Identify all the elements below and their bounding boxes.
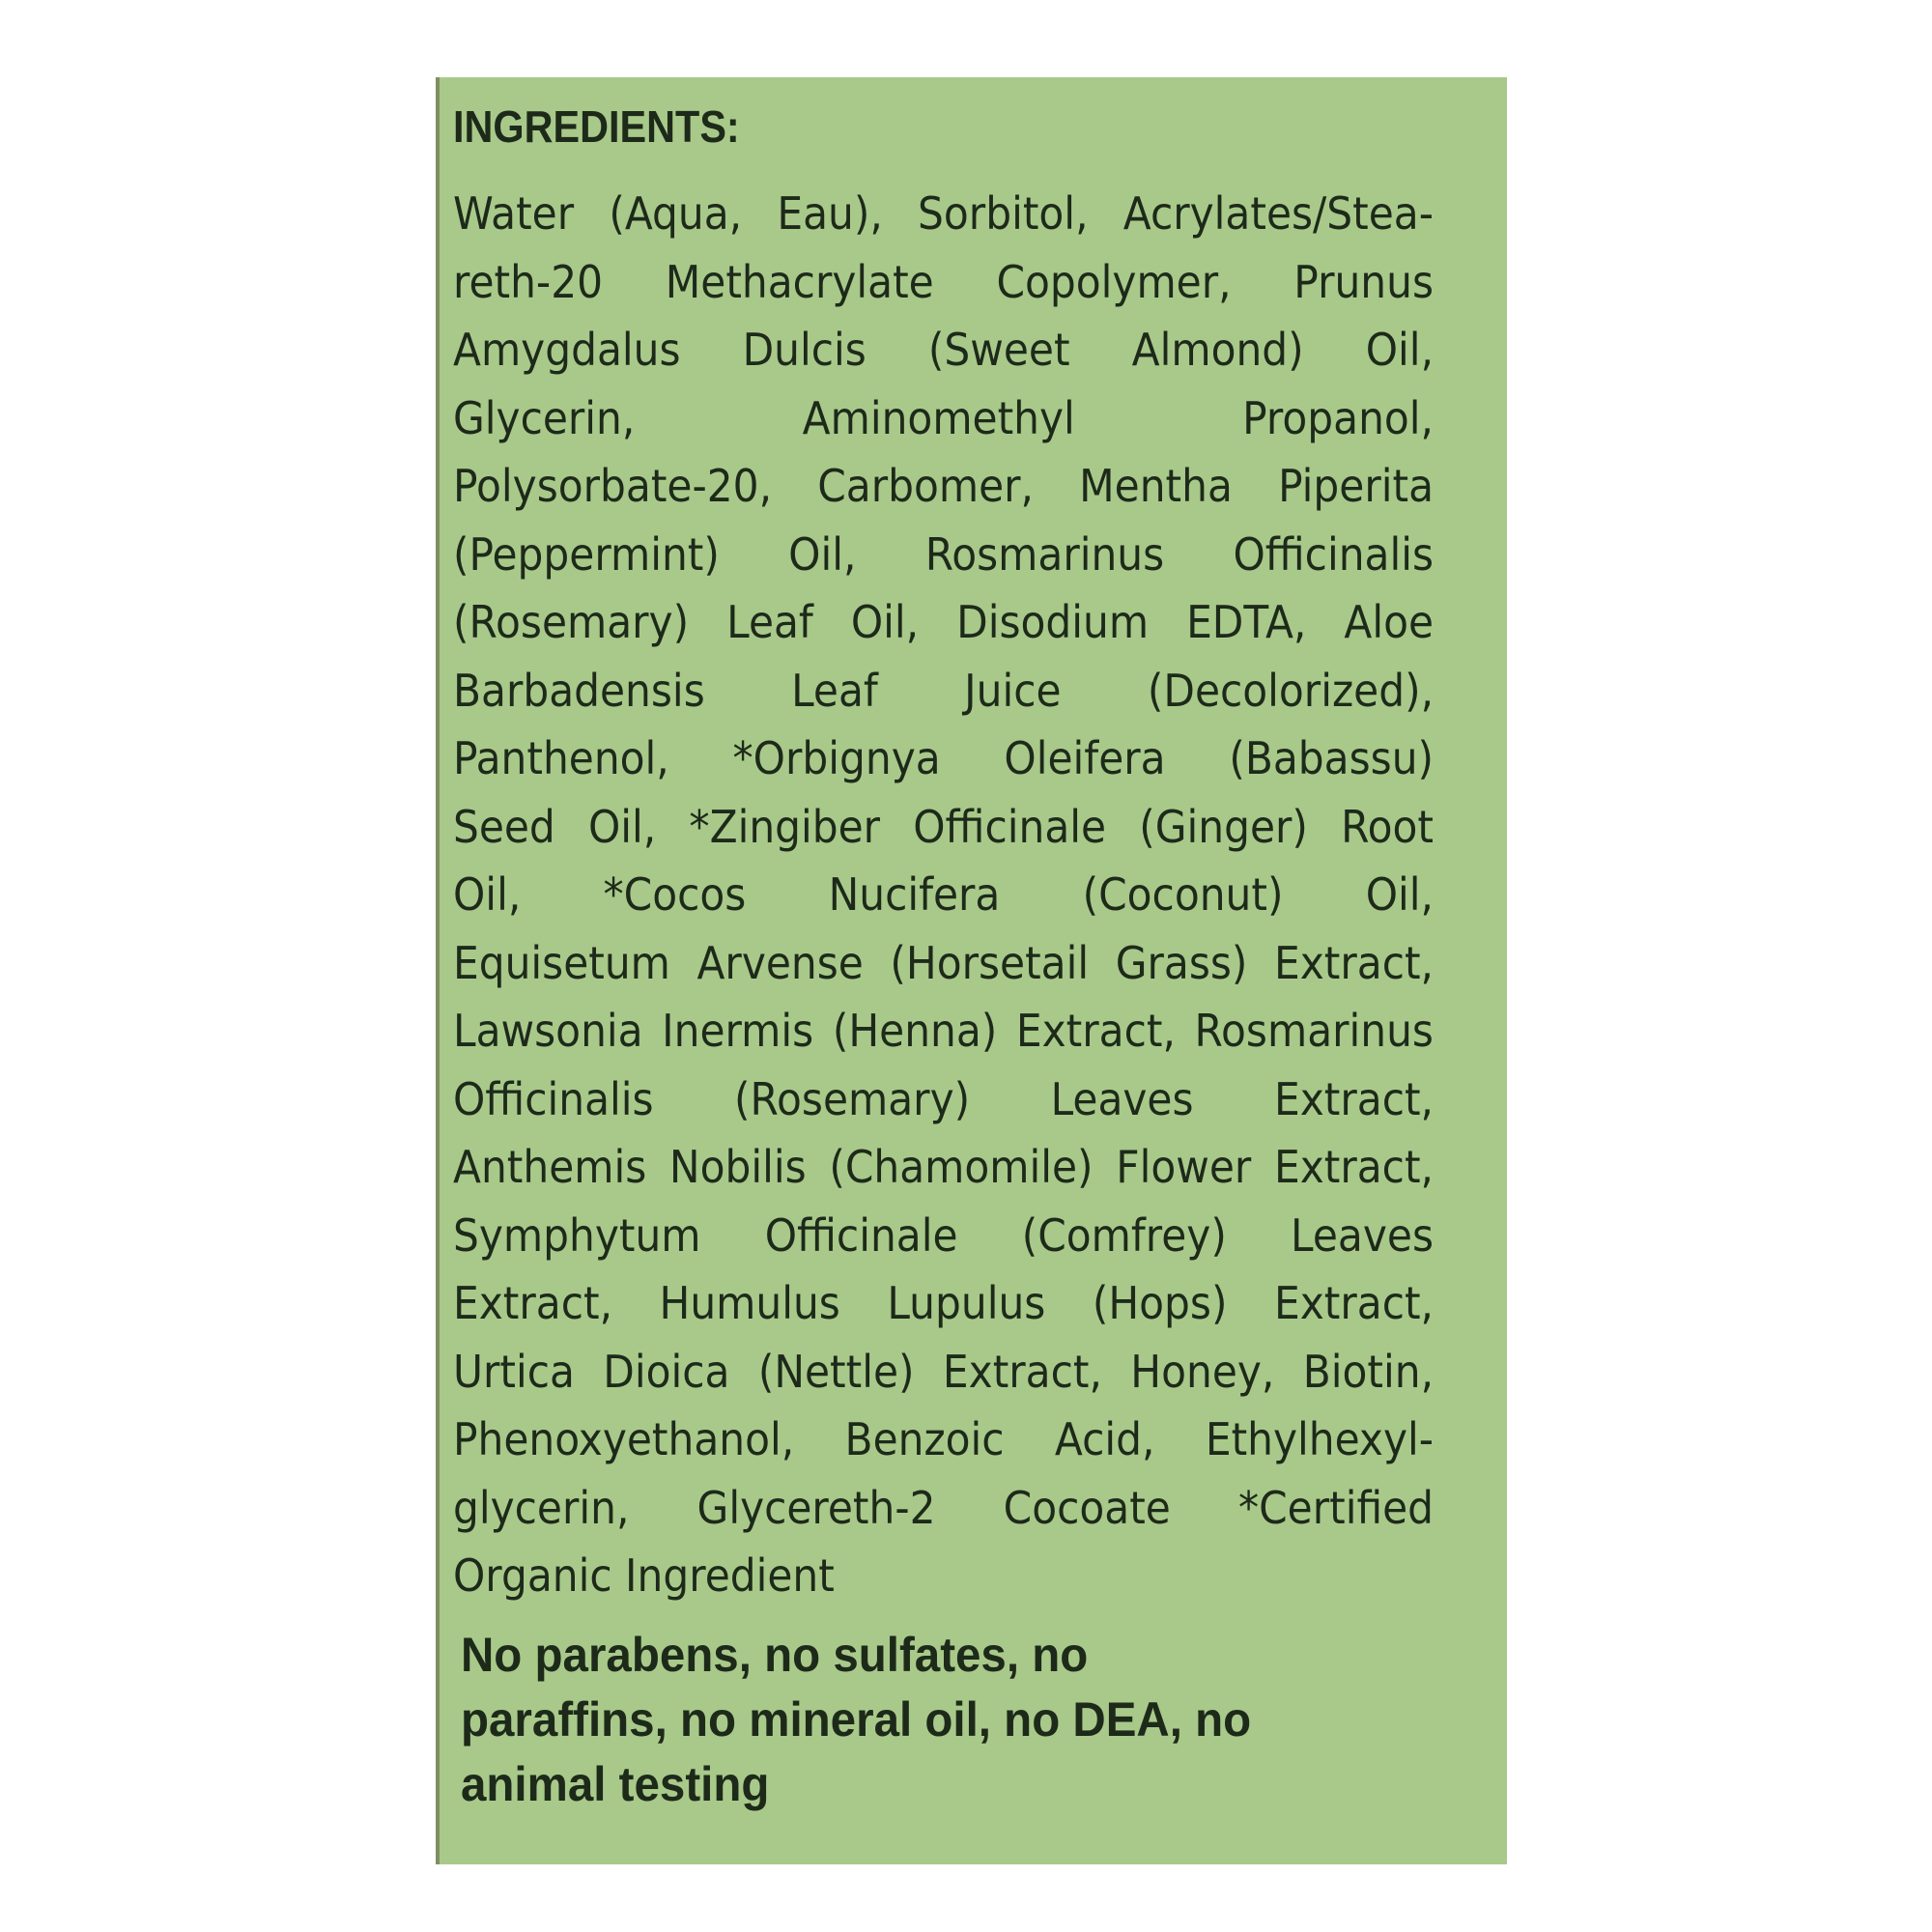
claim-line: No parabens, no sulfates, no xyxy=(461,1628,1089,1682)
ingredients-line: reth-20 Methacrylate Copolymer, Prunus xyxy=(453,255,1435,308)
ingredients-line: (Peppermint) Oil, Rosmarinus Officinalis xyxy=(453,527,1435,581)
ingredients-line: Lawsonia Inermis (Henna) Extract, Rosmarinus xyxy=(453,1005,1434,1057)
ingredients-line: Oil, *Cocos Nucifera (Coconut) Oil, xyxy=(453,868,1434,921)
ingredients-line: Phenoxyethanol, Benzoic Acid, Ethylhexyl- xyxy=(453,1413,1435,1465)
claim-line: paraffins, no mineral oil, no DEA, no xyxy=(461,1692,1252,1747)
ingredients-line: Amygdalus Dulcis (Sweet Almond) Oil, xyxy=(453,324,1435,376)
ingredients-line: Equisetum Arvense (Horsetail Grass) Extract, xyxy=(453,936,1435,989)
ingredients-heading: INGREDIENTS: xyxy=(453,101,740,152)
ingredients-line: Anthemis Nobilis (Chamomile) Flower Extract, xyxy=(453,1141,1434,1193)
ingredients-line: Panthenol, *Orbignya Oleifera (Babassu) xyxy=(453,732,1435,784)
ingredients-line: Officinalis (Rosemary) Leaves Extract, xyxy=(453,1072,1435,1125)
ingredients-label xyxy=(436,77,1507,1864)
free-from-claims xyxy=(461,1623,1441,1817)
ingredients-line: Seed Oil, *Zingiber Officinale (Ginger) Root xyxy=(453,800,1434,853)
ingredients-line: Glycerin, Aminomethyl Propanol, xyxy=(453,391,1435,444)
ingredients-line: Barbadensis Leaf Juice (Decolorized), xyxy=(453,664,1435,717)
ingredients-line: Water (Aqua, Eau), Sorbitol, Acrylates/Stea- xyxy=(453,187,1435,240)
ingredients-list xyxy=(453,180,1434,1610)
ingredients-line: Polysorbate-20, Carbomer, Mentha Piperita xyxy=(453,460,1435,512)
ingredients-line: Organic Ingredient xyxy=(453,1549,835,1602)
ingredients-line: Urtica Dioica (Nettle) Extract, Honey, Biotin, xyxy=(453,1345,1435,1398)
ingredients-line: (Rosemary) Leaf Oil, Disodium EDTA, Aloe xyxy=(453,596,1435,648)
ingredients-line: Symphytum Officinale (Comfrey) Leaves xyxy=(453,1208,1435,1262)
ingredients-line: Extract, Humulus Lupulus (Hops) Extract, xyxy=(453,1277,1435,1329)
ingredients-line: glycerin, Glycereth-2 Cocoate *Certified xyxy=(453,1481,1435,1534)
claim-line: animal testing xyxy=(461,1757,770,1811)
